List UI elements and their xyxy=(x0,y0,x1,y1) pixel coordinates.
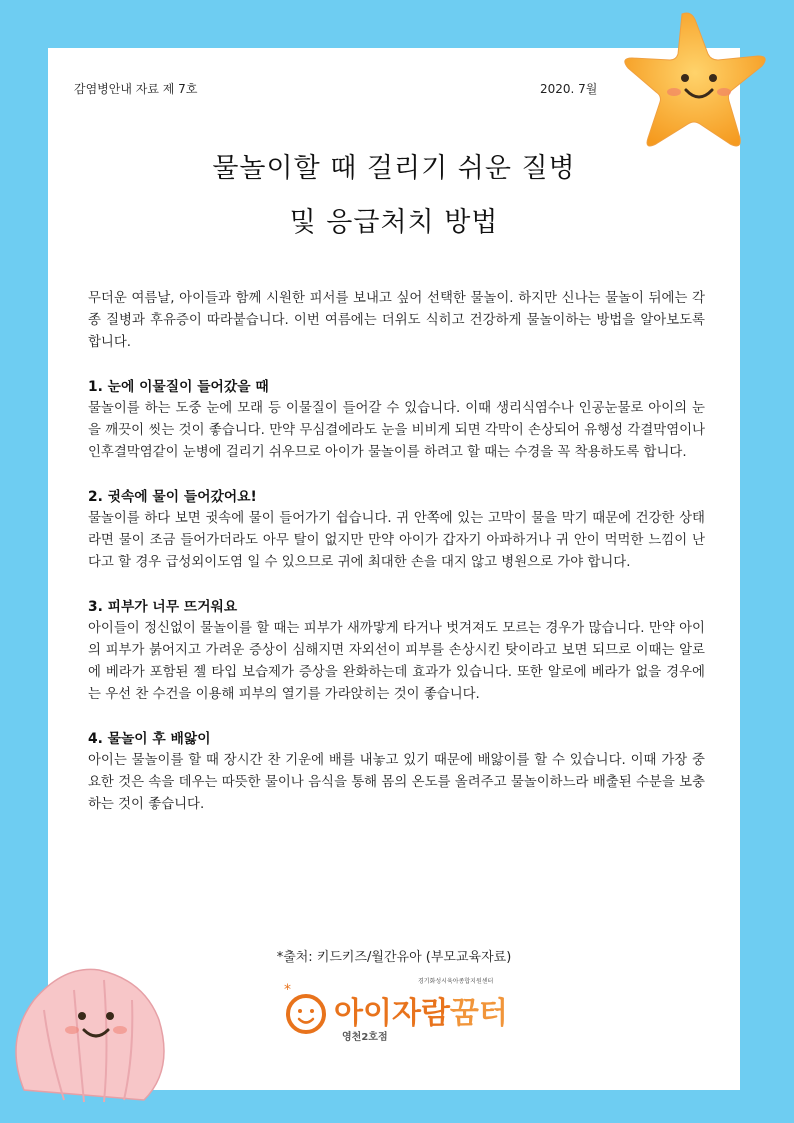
logo-wordmark-part2: 꿈터 xyxy=(449,996,508,1031)
doc-label: 감염병안내 자료 제 7호 xyxy=(74,82,198,96)
center-logo xyxy=(282,976,522,1046)
section-heading: 4. 물놀이 후 배앓이 xyxy=(88,731,211,747)
page-title-line1: 물놀이할 때 걸리기 쉬운 질병 xyxy=(212,153,576,184)
section-heading: 2. 귓속에 물이 들어갔어요! xyxy=(88,489,257,505)
section-heading: 1. 눈에 이물질이 들어갔을 때 xyxy=(88,379,269,395)
source-note: *출처: 키드키즈/월간유아 (부모교육자료) xyxy=(276,950,512,965)
section-skin xyxy=(88,596,705,706)
section-body: 물놀이를 하는 도중 눈에 모래 등 이물질이 들어갈 수 있습니다. 이때 생리식염수나 인공눈물로 아이의 눈을 깨끗이 씻는 것이 좋습니다. 만약 무심결에라도 눈을 비비게 되면 각막이 손상되어 유행성 각결막염이나 인후결막염같이 눈병에 걸리기 쉬우므로 아이가 물놀이를 하려고 할 때는 수경을 꼭 착용하도록 합니다. xyxy=(88,401,705,460)
section-body: 아이들이 정신없이 물놀이를 할 때는 피부가 새까맣게 타거나 벗겨져도 모르는 경우가 많습니다. 만약 아이의 피부가 붉어지고 가려운 증상이 심해지면 자외선이 피부를 손상시킨 탓이라고 보면 되므로 이때는 알로에 베라가 포함된 젤 타입 보습제가 증상을 완화하는데 효과가 있습니다. 또한 알로에 베라가 없을 경우에는 우선 찬 수건을 이용해 피부의 열기를 가라앉히는 것이 좋습니다. xyxy=(88,621,705,702)
page-title-line2: 및 응급처치 방법 xyxy=(289,207,499,238)
seashell-character-icon xyxy=(4,960,174,1120)
branch-name: 영천2호점 xyxy=(342,1032,388,1043)
svg-text:*: * xyxy=(284,982,291,998)
section-body: 물놀이를 하다 보면 귓속에 물이 들어가기 쉽습니다. 귀 안쪽에 있는 고막이 물을 막기 때문에 건강한 상태라면 물이 조금 들어가더라도 아무 탈이 없지만 만약 아이가 갑자기 아파하거나 귀 안이 먹먹한 느낌이 난다고 할 경우 급성외이도염 일 수 있으므로 귀에 최대한 손을 대지 않고 병원으로 가야 합니다. xyxy=(88,511,705,570)
child-face-logo-icon xyxy=(282,982,330,1038)
section-heading: 3. 피부가 너무 뜨거워요 xyxy=(88,599,238,615)
logo-wordmark-part1: 아이자람 xyxy=(334,996,450,1031)
article-body xyxy=(88,288,705,816)
center-name: 경기화성시육아종합지원센터 xyxy=(418,978,494,985)
section-ear xyxy=(88,486,705,574)
logo-wordmark xyxy=(334,988,508,1032)
section-body: 아이는 물놀이를 할 때 장시간 찬 기운에 배를 내놓고 있기 때문에 배앓이를 할 수 있습니다. 이때 가장 중요한 것은 속을 데우는 따뜻한 물이나 음식을 통해 몸의 온도를 올려주고 물놀이하느라 배출된 수분을 보충하는 것이 좋습니다. xyxy=(88,753,705,812)
star-character-icon xyxy=(612,6,782,156)
intro-paragraph: 무더운 여름날, 아이들과 함께 시원한 피서를 보내고 싶어 선택한 물놀이. 하지만 신나는 물놀이 뒤에는 각종 질병과 후유증이 따라붙습니다. 이번 여름에는 더위도 식히고 건강하게 물놀이하는 방법을 알아보도록 합니다. xyxy=(88,291,705,350)
section-stomach xyxy=(88,728,705,816)
section-eye xyxy=(88,376,705,464)
doc-date: 2020. 7월 xyxy=(540,82,598,96)
